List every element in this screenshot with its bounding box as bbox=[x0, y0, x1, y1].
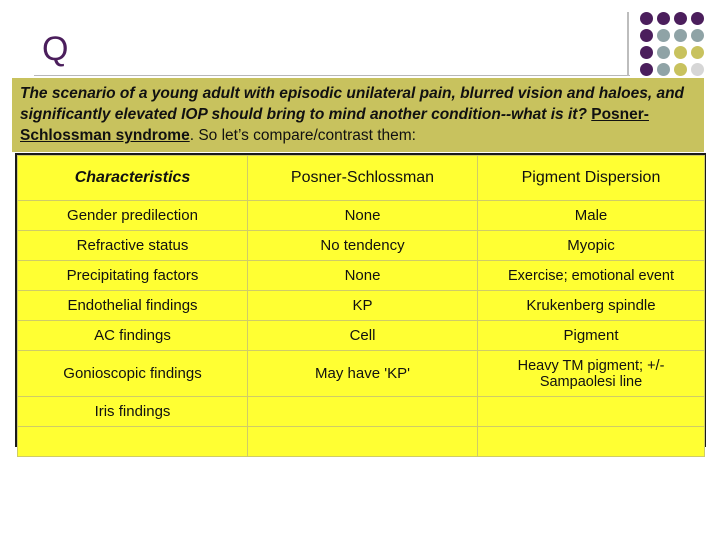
comparison-table-frame bbox=[15, 153, 706, 447]
table-cell bbox=[18, 427, 248, 457]
decor-dot bbox=[640, 29, 653, 42]
table-cell: Precipitating factors bbox=[18, 261, 248, 291]
decor-dot bbox=[657, 29, 670, 42]
table-cell: AC findings bbox=[18, 321, 248, 351]
table-cell: Pigment bbox=[478, 321, 705, 351]
decor-dot bbox=[691, 12, 704, 25]
table-cell bbox=[248, 427, 478, 457]
decor-dot bbox=[640, 46, 653, 59]
table-cell: Myopic bbox=[478, 231, 705, 261]
vertical-rule bbox=[627, 12, 629, 76]
decor-dot bbox=[657, 63, 670, 76]
header-characteristics: Characteristics bbox=[18, 156, 248, 201]
table-row bbox=[18, 397, 705, 427]
comparison-table bbox=[17, 155, 705, 457]
table-cell: Male bbox=[478, 201, 705, 231]
table-cell: KP bbox=[248, 291, 478, 321]
table-row bbox=[18, 351, 705, 397]
intro-question: The scenario of a young adult with episodic unilateral pain, blurred vision and haloes, and significantly elevated IOP should bring to mind another condition--what is it? bbox=[20, 85, 685, 123]
decor-dot bbox=[674, 46, 687, 59]
table-cell: Gonioscopic findings bbox=[18, 351, 248, 397]
table-cell: None bbox=[248, 261, 478, 291]
table-row bbox=[18, 261, 705, 291]
table-row bbox=[18, 231, 705, 261]
decor-dot bbox=[674, 63, 687, 76]
table-cell: Exercise; emotional event bbox=[478, 261, 705, 291]
table-cell: Endothelial findings bbox=[18, 291, 248, 321]
table-cell: No tendency bbox=[248, 231, 478, 261]
decor-dot bbox=[674, 29, 687, 42]
table-cell: May have 'KP' bbox=[248, 351, 478, 397]
table-cell: Cell bbox=[248, 321, 478, 351]
table-row bbox=[18, 291, 705, 321]
table-row bbox=[18, 201, 705, 231]
table-cell: Refractive status bbox=[18, 231, 248, 261]
table-cell: Gender predilection bbox=[18, 201, 248, 231]
decor-dot bbox=[657, 46, 670, 59]
table-cell: None bbox=[248, 201, 478, 231]
header-pigment-dispersion: Pigment Dispersion bbox=[478, 156, 705, 201]
decor-dot bbox=[691, 29, 704, 42]
decor-dot bbox=[640, 12, 653, 25]
decor-dot bbox=[691, 63, 704, 76]
table-row bbox=[18, 427, 705, 457]
title-rule bbox=[34, 75, 630, 76]
table-cell bbox=[478, 397, 705, 427]
decor-dot bbox=[691, 46, 704, 59]
intro-box bbox=[12, 78, 704, 152]
decorative-dot-grid bbox=[640, 12, 716, 76]
table-header-row bbox=[18, 156, 705, 201]
table-cell: Iris findings bbox=[18, 397, 248, 427]
table-cell bbox=[248, 397, 478, 427]
table-cell bbox=[478, 427, 705, 457]
table-cell: Heavy TM pigment; +/- Sampaolesi line bbox=[478, 351, 705, 397]
intro-tail: . So let’s compare/contrast them: bbox=[189, 127, 416, 144]
slide-title: Q bbox=[42, 30, 69, 68]
decor-dot bbox=[640, 63, 653, 76]
decor-dot bbox=[674, 12, 687, 25]
intro-answer: Posner-Schlossman syndrome bbox=[20, 106, 649, 144]
decor-dot bbox=[657, 12, 670, 25]
table-row bbox=[18, 321, 705, 351]
header-posner-schlossman: Posner-Schlossman bbox=[248, 156, 478, 201]
table-cell: Krukenberg spindle bbox=[478, 291, 705, 321]
